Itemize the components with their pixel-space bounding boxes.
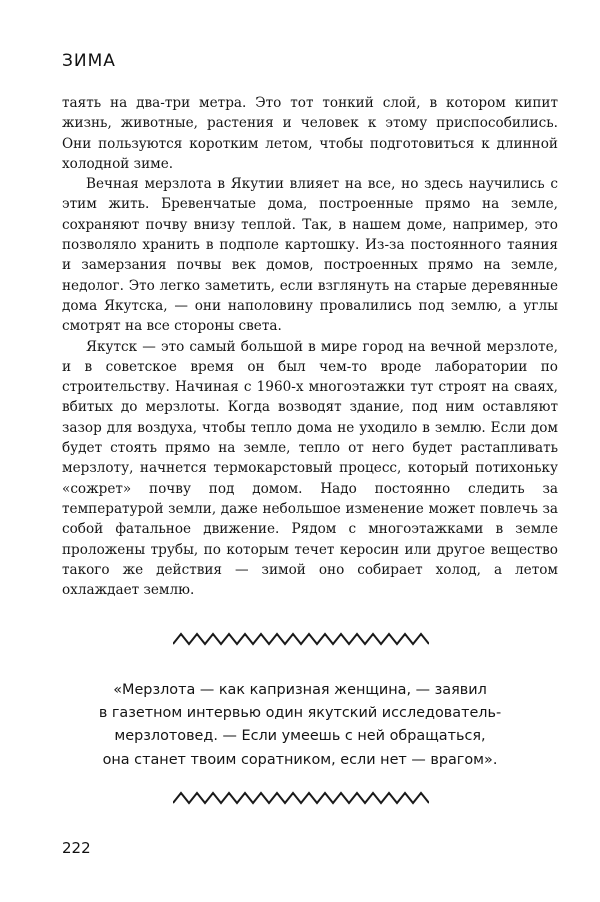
zigzag-line <box>173 634 429 644</box>
quote-line: «Мерзлота — как капризная женщина, — заявил <box>113 682 487 698</box>
running-header: ЗИМА <box>62 51 116 71</box>
paragraph: Якутск — это самый большой в мире город на вечной мерзлоте, и в советское время он был чем-то вроде лаборатории по строительству. Начиная с 1960-х многоэтажки тут строят на сваях, вбитых до мерзлоты. Когда возводят здание, под ним оставляют зазор для воздуха, чтобы тепло дома не уходило в землю. Если дом будет стоять прямо на земле, тепло от него будет растапливать мерзлоту, начнется термокарстовый процесс, который потихоньку «сожрет» почву под домом. Надо постоянно следить за температурой земли, даже небольшое изменение может повлечь за собой фатальное движение. Рядом с многоэтажками в земле проложены трубы, по которым течет керосин или другое вещество такого же действия — зимой оно собирает холод, а летом охлаждает землю. <box>62 338 558 599</box>
zigzag-divider-top <box>173 631 429 647</box>
body-text <box>62 93 558 600</box>
quote-line: мерзлотовед. — Если умеешь с ней обращаться, <box>114 728 486 745</box>
zigzag-line <box>173 793 429 803</box>
pull-quote <box>72 679 528 772</box>
page-number: 222 <box>62 839 91 857</box>
quote-line: в газетном интервью один якутский исследователь- <box>98 705 502 722</box>
paragraph: Вечная мерзлота в Якутии влияет на все, но здесь научились с этим жить. Бревенчатые дома, построенные прямо на земле, сохраняют почву внизу теплой. Так, в нашем доме, например, это позволяло хранить в подполе картошку. Из-за постоянного таяния и замерзания почвы век домов, построенных прямо на земле, недолог. Это легко заметить, если взглянуть на старые деревянные дома Якутска, — они наполовину провалились под землю, а углы смотрят на все стороны света. <box>62 176 558 335</box>
zigzag-divider-bottom <box>173 790 429 806</box>
quote-line: она станет твоим соратником, если нет — врагом». <box>102 751 498 768</box>
paragraph: таять на два-три метра. Это тот тонкий слой, в котором кипит жизнь, животные, растения и человек к этому приспособились. Они пользуются коротким летом, чтобы подготовиться к длинной холодной зиме. <box>62 95 558 172</box>
